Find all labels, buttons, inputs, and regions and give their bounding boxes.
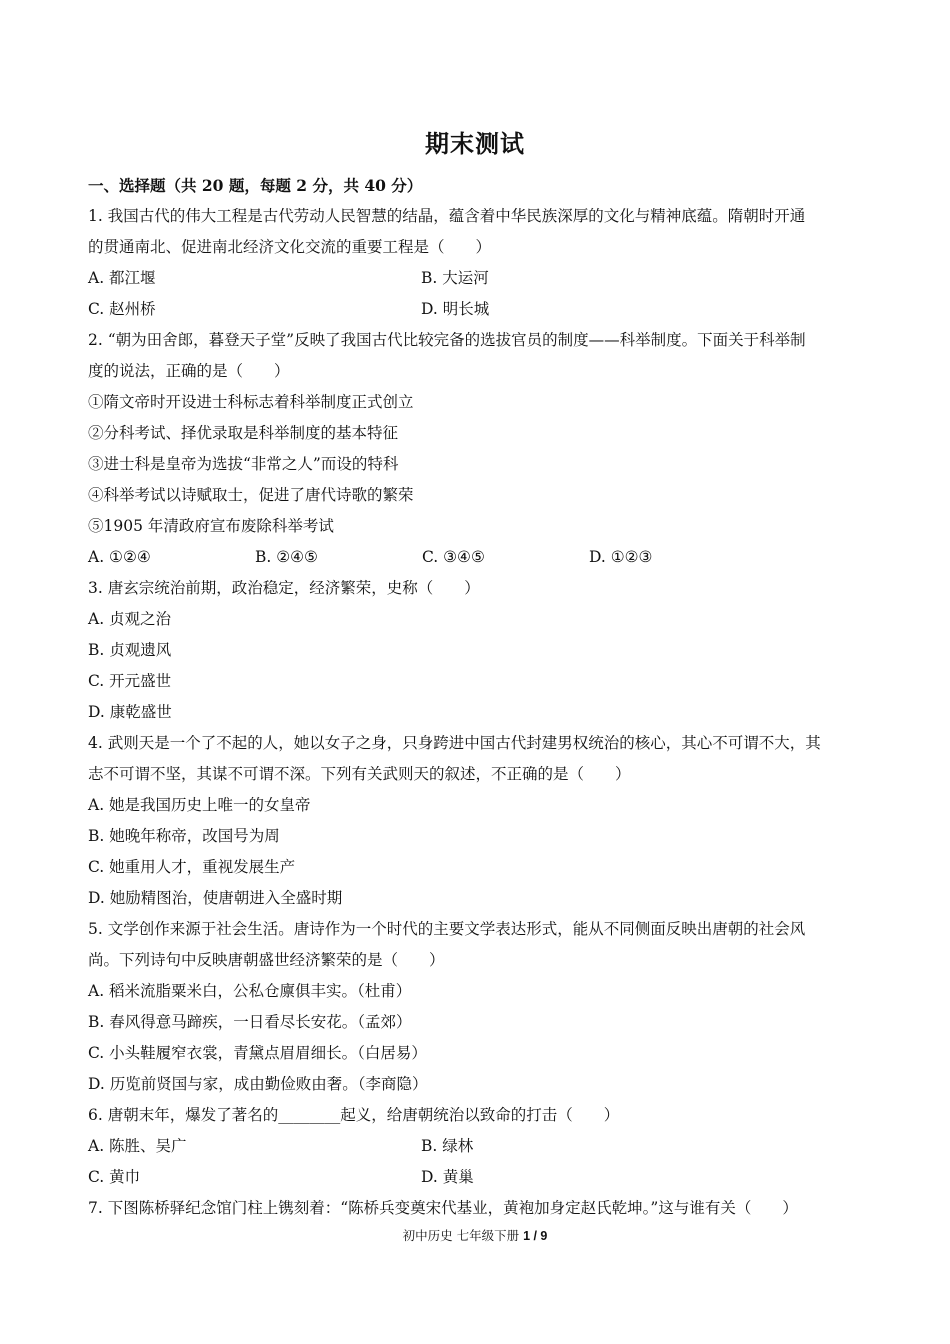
- q5-option-b: B. 春风得意马蹄疾，一日看尽长安花。（孟郊）: [88, 1013, 412, 1031]
- footer-label: 初中历史 七年级下册: [402, 1228, 520, 1243]
- q2-option-a: A. ①②④: [88, 548, 151, 566]
- question-6-options-row: [88, 1131, 868, 1162]
- page-footer: [0, 1226, 950, 1244]
- q4-option-c: C. 她重用人才，重视发展生产: [88, 858, 296, 876]
- section-heading: 一、选择题（共 20 题，每题 2 分，共 40 分）: [88, 176, 423, 195]
- question-5-stem: 5. 文学创作来源于社会生活。唐诗作为一个时代的主要文学表达形式，能从不同侧面反映出唐朝的社会风: [88, 920, 806, 938]
- q3-option-c: C. 开元盛世: [88, 672, 172, 690]
- q2-statement: ⑤1905 年清政府宣布废除科举考试: [88, 517, 334, 535]
- q1-option-c: C. 赵州桥: [88, 300, 156, 318]
- q2-option-b: B. ②④⑤: [255, 548, 318, 566]
- question-6-stem: 6. 唐朝末年，爆发了著名的________起义，给唐朝统治以致命的打击（ ）: [88, 1106, 620, 1124]
- question-7-stem: 7. 下图陈桥驿纪念馆门柱上镌刻着：“陈桥兵变奠宋代基业，黄袍加身定赵氏乾坤。”这与谁有关（ ）: [88, 1199, 798, 1217]
- q4-option-d: D. 她励精图治，使唐朝进入全盛时期: [88, 889, 343, 907]
- q2-statement: ③进士科是皇帝为选拔“非常之人”而设的特科: [88, 455, 399, 473]
- q3-option-a: A. 贞观之治: [88, 610, 172, 628]
- q2-option-c: C. ③④⑤: [422, 548, 485, 566]
- q5-option-c: C. 小头鞋履窄衣裳，青黛点眉眉细长。（白居易）: [88, 1044, 427, 1062]
- exam-content: [88, 170, 868, 1224]
- q2-statement: ①隋文帝时开设进士科标志着科举制度正式创立: [88, 393, 414, 411]
- q6-option-d: D. 黄巢: [421, 1168, 474, 1186]
- q6-option-c: C. 黄巾: [88, 1168, 141, 1186]
- page-number: 1 / 9: [523, 1229, 548, 1243]
- question-2-stem-cont: 度的说法，正确的是（ ）: [88, 362, 290, 380]
- question-1-stem: 1. 我国古代的伟大工程是古代劳动人民智慧的结晶，蕴含着中华民族深厚的文化与精神底蕴。隋朝时开通: [88, 207, 806, 225]
- q1-option-a: A. 都江堰: [88, 269, 156, 287]
- q3-option-b: B. 贞观遗风: [88, 641, 172, 659]
- question-2-stem: 2. “朝为田舍郎，暮登天子堂”反映了我国古代比较完备的选拔官员的制度——科举制度。下面关于科举制: [88, 331, 806, 349]
- q2-statement: ②分科考试、择优录取是科举制度的基本特征: [88, 424, 399, 442]
- question-1-options-row: [88, 294, 868, 325]
- q6-option-a: A. 陈胜、吴广: [88, 1137, 187, 1155]
- q1-option-d: D. 明长城: [421, 300, 490, 318]
- q3-option-d: D. 康乾盛世: [88, 703, 172, 721]
- q1-option-b: B. 大运河: [421, 269, 489, 287]
- question-5-stem-cont: 尚。下列诗句中反映唐朝盛世经济繁荣的是（ ）: [88, 951, 445, 969]
- question-6-options-row: [88, 1162, 868, 1193]
- q4-option-b: B. 她晚年称帝，改国号为周: [88, 827, 280, 845]
- question-1-options-row: [88, 263, 868, 294]
- question-4-stem: 4. 武则天是一个了不起的人，她以女子之身，只身跨进中国古代封建男权统治的核心，其心不可谓不大，其: [88, 734, 821, 752]
- q5-option-a: A. 稻米流脂粟米白，公私仓廪俱丰实。（杜甫）: [88, 982, 412, 1000]
- question-3-stem: 3. 唐玄宗统治前期，政治稳定，经济繁荣，史称（ ）: [88, 579, 480, 597]
- q2-option-d: D. ①②③: [589, 548, 653, 566]
- q2-statement: ④科举考试以诗赋取士，促进了唐代诗歌的繁荣: [88, 486, 414, 504]
- q4-option-a: A. 她是我国历史上唯一的女皇帝: [88, 796, 311, 814]
- question-2-options-row: [88, 542, 868, 573]
- question-1-stem-cont: 的贯通南北、促进南北经济文化交流的重要工程是（ ）: [88, 238, 492, 256]
- question-4-stem-cont: 志不可谓不坚，其谋不可谓不深。下列有关武则天的叙述，不正确的是（ ）: [88, 765, 631, 783]
- q6-option-b: B. 绿林: [421, 1137, 474, 1155]
- q5-option-d: D. 历览前贤国与家，成由勤俭败由奢。（李商隐）: [88, 1075, 428, 1093]
- page-title: 期末测试: [425, 129, 525, 158]
